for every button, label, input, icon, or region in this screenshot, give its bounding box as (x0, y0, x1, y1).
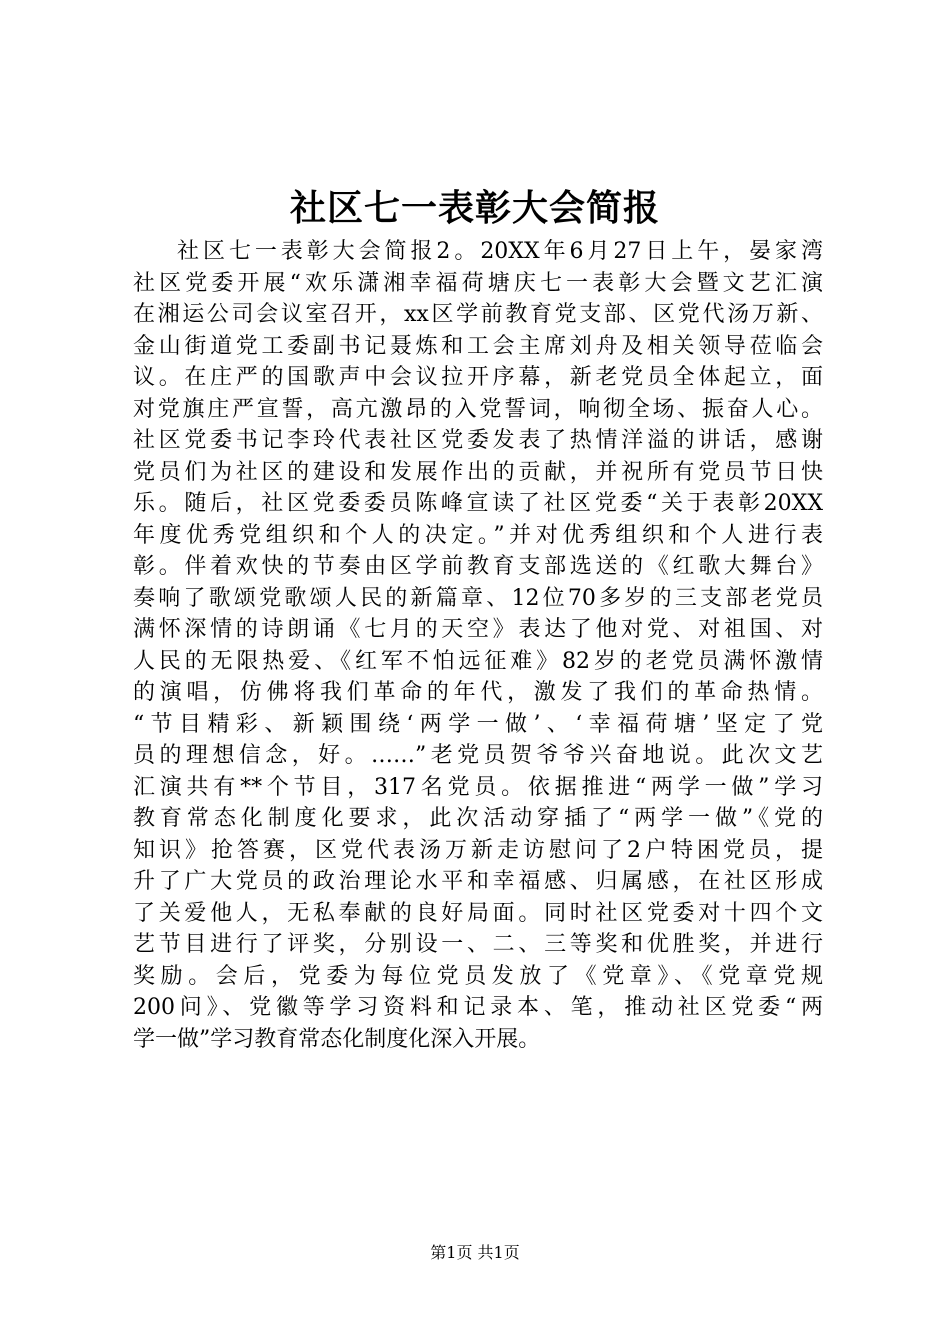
paragraph-line: 满怀深情的诗朗诵《七月的天空》表达了他对党、对祖国、对 (133, 617, 823, 642)
paragraph-line: 汇演共有**个节目，317名党员。依据推进“两学一做”学习 (133, 774, 823, 800)
paragraph-line: 知识》抢答赛，区党代表汤万新走访慰问了2户特困党员，提 (133, 837, 823, 863)
paragraph-line: 年度优秀党组织和个人的决定。”并对优秀组织和个人进行表 (133, 522, 823, 548)
paragraph-line: 议。在庄严的国歌声中会议拉开序幕，新老党员全体起立，面 (133, 365, 823, 390)
paragraph-line: 社区党委开展“欢乐潇湘幸福荷塘庆七一表彰大会暨文艺汇演 (133, 270, 823, 296)
paragraph-line: 奏响了歌颂党歌颂人民的新篇章、12位70多岁的三支部老党员 (133, 585, 823, 611)
paragraph-line: 社区党委书记李玲代表社区党委发表了热情洋溢的讲话，感谢 (133, 428, 823, 453)
paragraph-line: 人民的无限热爱、《红军不怕远征难》82岁的老党员满怀激情 (133, 648, 823, 674)
page-total: 共1页 (477, 1243, 520, 1262)
body-paragraph (133, 236, 823, 1055)
paragraph-line: 艺节目进行了评奖，分别设一、二、三等奖和优胜奖，并进行 (133, 932, 823, 957)
paragraph-line: 奖励。会后，党委为每位党员发放了《党章》、《党章党规 (133, 963, 823, 989)
paragraph-line: 对党旗庄严宣誓，高亢激昂的入党誓词，响彻全场、振奋人心。 (133, 396, 823, 422)
page-number: 第1页 (430, 1243, 473, 1262)
paragraph-line: 了关爱他人，无私奉献的良好局面。同时社区党委对十四个文 (133, 900, 823, 926)
paragraph-line: 乐。随后，社区党委委员陈峰宣读了社区党委“关于表彰20XX (133, 491, 823, 516)
paragraph-line: 社区七一表彰大会简报2。20XX年6月27日上午，晏家湾 (177, 239, 823, 264)
paragraph-line: “节目精彩、新颖围绕‘两学一做’、‘幸福荷塘’坚定了党 (133, 711, 823, 737)
paragraph-line: 彰。伴着欢快的节奏由区学前教育支部选送的《红歌大舞台》 (133, 554, 823, 579)
page-footer (0, 1243, 950, 1263)
paragraph-line: 学一做”学习教育常态化制度化深入开展。 (133, 1026, 541, 1052)
document-title: 社区七一表彰大会简报 (289, 187, 660, 229)
paragraph-line: 的演唱，仿佛将我们革命的年代，激发了我们的革命热情。 (133, 680, 823, 705)
paragraph-line: 在湘运公司会议室召开，xx区学前教育党支部、区党代汤万新、 (133, 302, 823, 327)
paragraph-line: 党员们为社区的建设和发展作出的贡献，并祝所有党员节日快 (133, 459, 823, 485)
paragraph-line: 金山街道党工委副书记聂炼和工会主席刘舟及相关领导莅临会 (133, 333, 823, 359)
paragraph-line: 员的理想信念，好。……”老党员贺爷爷兴奋地说。此次文艺 (133, 743, 823, 768)
paragraph-line: 200问》、党徽等学习资料和记录本、笔，推动社区党委“两 (133, 995, 823, 1020)
paragraph-line: 升了广大党员的政治理论水平和幸福感、归属感，在社区形成 (133, 869, 823, 894)
paragraph-line: 教育常态化制度化要求，此次活动穿插了“两学一做”《党的 (133, 806, 823, 831)
